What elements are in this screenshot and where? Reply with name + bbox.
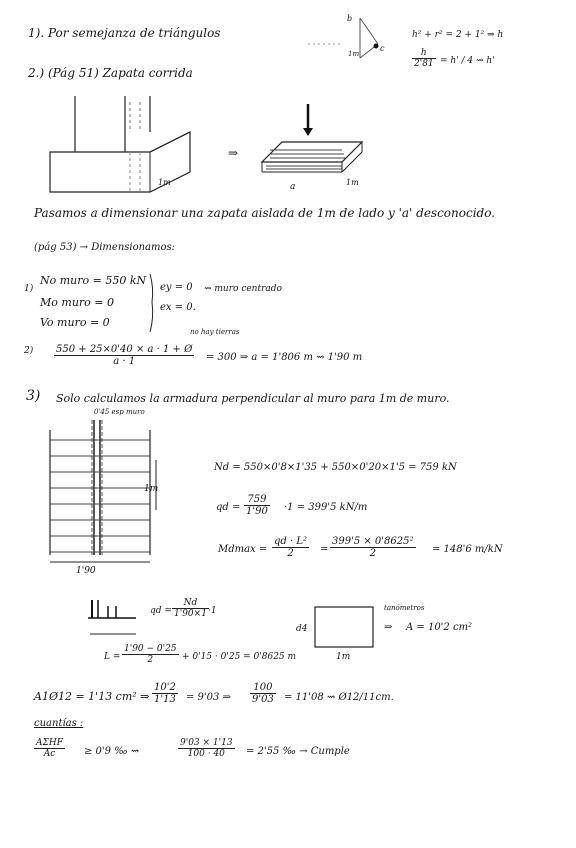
L-rhs: + 0'15 · 0'25 = 0'8625 m <box>182 652 297 662</box>
dim-eq-den: a · 1 <box>113 356 136 367</box>
s2-line1: Pasamos a dimensionar una zapata aislada de 1m de lado y 'a' desconocido. <box>34 206 496 220</box>
L-frac <box>122 644 179 665</box>
fig-label-dim: 1m <box>348 50 360 58</box>
L-num: 1'90 − 0'25 <box>124 644 177 654</box>
a1-frac2-den: 9'03 <box>252 694 274 705</box>
a1-frac1-den: 1'13 <box>154 694 176 705</box>
dim-eq-num: 550 + 25×0'40 × a · 1 + Ø <box>56 344 193 355</box>
nd-eq: Nd = 550×0'8×1'35 + 550×0'20×1'5 = 759 kN <box>214 462 457 473</box>
a1-lhs: A1Ø12 = 1'13 cm² ⇒ <box>34 690 150 703</box>
s3-heading-num: 3) <box>26 388 41 404</box>
s1-eq2-frac <box>412 48 436 69</box>
a1-rhs: = 11'08 ⇝ Ø12/11cm. <box>284 692 394 703</box>
qd-frac <box>244 494 270 517</box>
a1-frac2 <box>250 682 276 705</box>
strip-footing-sketch <box>30 92 210 202</box>
area-result: A = 10'2 cm² <box>406 622 473 633</box>
ecc-x: ex = 0. <box>160 302 196 313</box>
c-frac1-num: AΣHF <box>36 738 63 748</box>
c-frac2-num: 9'03 × 1'13 <box>180 738 233 748</box>
load-m: Mo muro = 0 <box>40 296 114 309</box>
L-den: 2 <box>147 655 154 665</box>
a1-frac2-num: 100 <box>250 682 276 694</box>
c-rhs: = 2'55 ‰ → Cumple <box>246 746 350 757</box>
a1-mid: = 9'03 ⇒ <box>186 692 231 703</box>
qd-num: 759 <box>244 494 270 506</box>
cuantias-label: cuantías : <box>34 718 84 729</box>
ecc-y: ey = 0 <box>160 282 193 293</box>
qd2-num: Nd <box>172 598 209 609</box>
wall-label: 0'45 esp muro <box>94 408 145 416</box>
qd-rhs: ·1 = 399'5 kN/m <box>284 502 368 513</box>
bar-sketch <box>88 596 138 640</box>
md-frac1 <box>272 536 309 559</box>
dim-1m: 1m <box>144 484 159 494</box>
md-den2: 2 <box>369 548 376 559</box>
c-frac1 <box>34 738 65 759</box>
qd-lhs: qd = <box>216 502 241 513</box>
s3-heading: Solo calculamos la armadura perpendicular al muro para 1m de muro. <box>56 392 450 405</box>
md-eq: = <box>320 544 329 555</box>
c-mid: ≥ 0'9 ‰ ⇝ <box>84 746 140 757</box>
qd2-rhs: ·1 <box>208 606 217 616</box>
fig-label-b: b <box>347 14 353 23</box>
s2-item1-num: 1) <box>24 284 34 294</box>
load-n: No muro = 550 kN <box>40 274 147 287</box>
eq-note: no hay tierras <box>190 328 240 336</box>
qd-den: 1'90 <box>246 506 268 517</box>
s1-eq2-den: 2'81 <box>414 59 434 69</box>
section-1-heading: 1). Por semejanza de triángulos <box>28 26 221 40</box>
brace <box>148 274 156 332</box>
section-box <box>314 606 376 650</box>
fig-label-c: c <box>380 44 385 53</box>
md-den1: 2 <box>287 548 294 559</box>
fig-label-1m-b: 1m <box>346 178 359 187</box>
s1-eq1: h² + r² = 2 + 1² ⇒ h <box>412 30 504 40</box>
box-1m: 1m <box>336 652 351 662</box>
section-2-heading: 2.) (Pág 51) Zapata corrida <box>28 66 193 80</box>
s2-line2: (pág 53) → Dimensionamos: <box>34 242 176 253</box>
md-num2: 399'5 × 0'8625² <box>332 536 414 547</box>
dim-eq-frac <box>54 344 194 367</box>
fig-label-1m-a: 1m <box>158 178 171 187</box>
ecc-note: ⇝ muro centrado <box>204 284 282 294</box>
dim-190: 1'90 <box>76 566 96 576</box>
qd2-lhs: qd = <box>150 606 172 616</box>
c-frac2 <box>178 738 235 759</box>
md-lhs: Mdmax = <box>218 544 268 555</box>
s1-eq2-rhs: = h' / 4 ⇝ h' <box>440 56 495 66</box>
a1-frac1 <box>152 682 178 705</box>
isolated-footing-sketch <box>262 102 372 182</box>
md-rhs: = 148'6 m/kN <box>432 544 503 555</box>
c-frac1-den: Ac <box>43 749 56 759</box>
md-frac2 <box>330 536 416 559</box>
box-note: tanómetros <box>384 604 425 612</box>
fig-label-a: a <box>290 182 296 192</box>
dim-eq-rhs: = 300 ⇒ a = 1'806 m ⇝ 1'90 m <box>206 352 363 363</box>
L-lhs: L = <box>104 652 121 662</box>
load-v: Vo muro = 0 <box>40 316 110 329</box>
s2-item2-num: 2) <box>24 346 34 356</box>
md-num1: qd · L² <box>274 536 307 547</box>
box-arrow: ⇒ <box>384 622 393 633</box>
qd2-frac <box>172 598 209 619</box>
c-frac2-den: 100 · 40 <box>187 749 225 759</box>
s2-arrow: ⇒ <box>228 146 239 160</box>
a1-frac1-num: 10'2 <box>154 682 176 693</box>
qd2-den: 1'90×1 <box>174 609 207 619</box>
d4-label: d4 <box>296 624 308 634</box>
reinforcement-sketch <box>40 420 170 570</box>
s1-eq2-num: h <box>412 48 436 59</box>
